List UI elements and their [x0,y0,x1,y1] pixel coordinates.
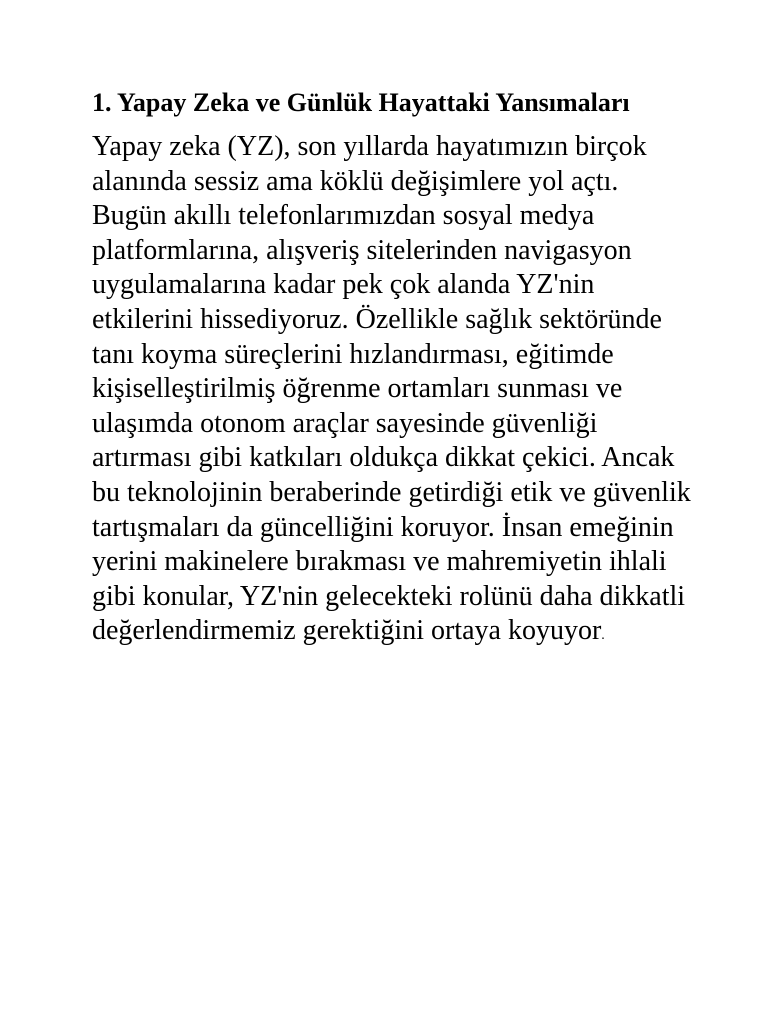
paragraph-end-period: . [601,628,605,644]
document-page [92,86,692,654]
section-heading: 1. Yapay Zeka ve Günlük Hayattaki Yansımaları [92,88,630,117]
body-paragraph [92,130,692,654]
paragraph-text: Yapay zeka (YZ), son yıllarda hayatımızın birçok alanında sessiz ama köklü değişimlere yol açtı. Bugün akıllı telefonlarımızdan sosyal medya platformlarına, alışveriş sitelerinden navigasyon uygulamalarına kadar pek çok alanda YZ'nin etkilerini hissediyoruz. Özellikle sağlık sektöründe tanı koyma süreçlerini hızlandırması, eğitimde kişiselleştirilmiş öğrenme ortamları sunması ve ulaşımda otonom araçlar sayesinde güvenliği artırması gibi katkıları oldukça dikkat çekici. Ancak bu teknolojinin beraberinde getirdiği etik ve güvenlik tartışmaları da güncelliğini koruyor. İnsan emeğinin yerini makinelere bırakması ve mahremiyetin ihlali gibi konular, YZ'nin gelecekteki rolünü daha dikkatli değerlendirmemiz gerektiğini ortaya koyuyor [92,131,691,647]
